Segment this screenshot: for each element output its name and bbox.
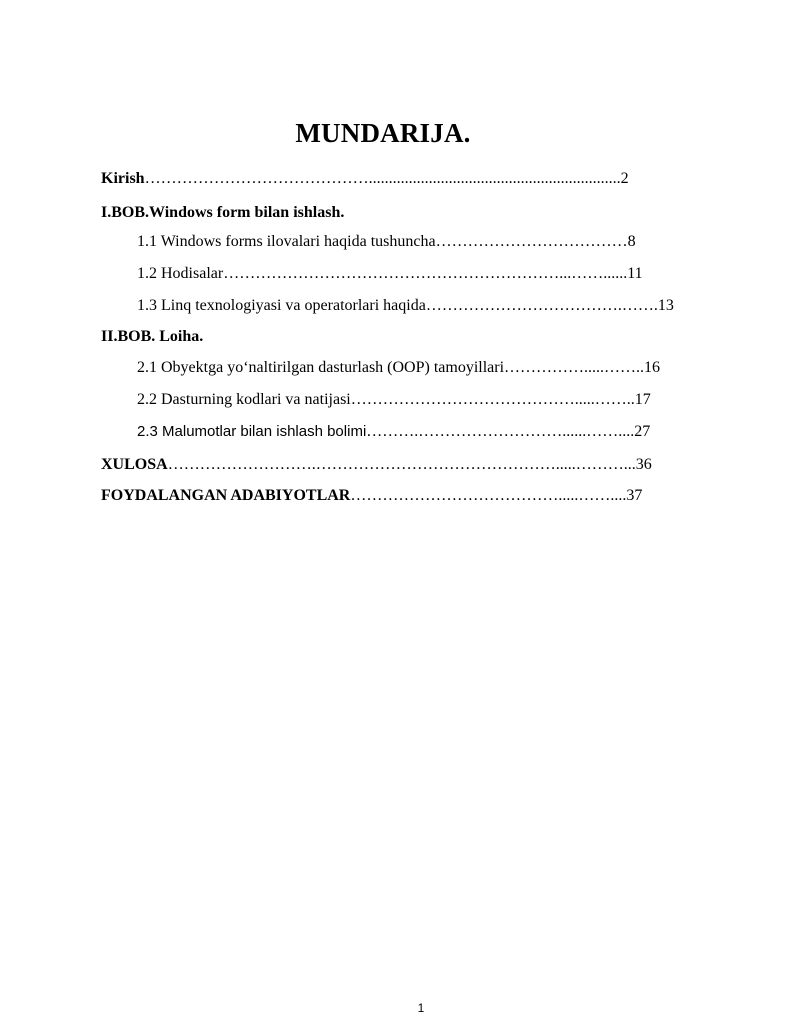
toc-entry-page: 11	[627, 265, 643, 282]
toc-entry-page: 2	[620, 170, 629, 187]
toc-entry-page: 37	[626, 487, 643, 504]
toc-entry-2-2	[137, 390, 651, 410]
toc-entry-dots: ………………………………………………………...……......	[223, 265, 628, 282]
toc-entry-label: FOYDALANGAN ADABIYOTLAR	[101, 487, 351, 504]
toc-entry-label: 1.2 Hodisalar	[137, 265, 224, 282]
toc-entry-page: 13	[657, 297, 674, 314]
toc-entry-label: 2.1 Obyektga yo‘naltirilgan dasturlash (OOP) tamoyillari	[137, 359, 505, 376]
toc-entry-kirish	[101, 169, 629, 189]
toc-entry-dots: ………………………………….....……....	[350, 487, 627, 504]
toc-entry-label: 1.3 Linq texnologiyasi va operatorlari haqida	[137, 297, 426, 314]
toc-entry-page: 8	[627, 233, 636, 250]
toc-entry-page: 16	[644, 359, 661, 376]
toc-entry-dots: ……………………………….…….	[425, 297, 658, 314]
toc-entry-page: 17	[634, 391, 651, 408]
toc-entry-dots: …………….....……..	[504, 359, 645, 376]
toc-entry-dots: ……………………………………...............................................................	[144, 170, 621, 187]
toc-entry-1-2	[137, 264, 643, 284]
toc-entry-page: 36	[635, 456, 652, 473]
toc-chapter-heading-2: II.BOB. Loiha.	[101, 328, 204, 345]
page-number: 1	[417, 1001, 425, 1015]
page-title: MUNDARIJA.	[295, 118, 471, 148]
toc-entry-1-1	[137, 232, 636, 252]
toc-entry-2-3	[137, 422, 650, 442]
toc-entry-label: 2.3 Malumotlar bilan ishlash bolimi	[137, 423, 367, 440]
toc-entry-page: 27	[634, 423, 651, 440]
toc-entry-label: 1.1 Windows forms ilovalari haqida tushuncha	[137, 233, 436, 250]
toc-entry-dots: ………………………………	[435, 233, 628, 250]
toc-chapter-heading-1: I.BOB.Windows form bilan ishlash.	[101, 204, 345, 221]
toc-entry-dots: …………………………………….....……..	[350, 391, 635, 408]
toc-entry-label: XULOSA	[101, 456, 168, 473]
toc-entry-dots: ……………………….……………………………………….....………...	[167, 456, 636, 473]
toc-entry-2-1	[137, 358, 660, 378]
toc-entry-1-3	[137, 296, 674, 316]
toc-entry-xulosa	[101, 455, 652, 475]
toc-entry-label: 2.2 Dasturning kodlari va natijasi	[137, 391, 351, 408]
toc-entry-adabiyotlar	[101, 486, 642, 506]
toc-entry-label: Kirish	[101, 170, 145, 187]
toc-entry-dots: ……….………………………......……....	[366, 423, 635, 440]
